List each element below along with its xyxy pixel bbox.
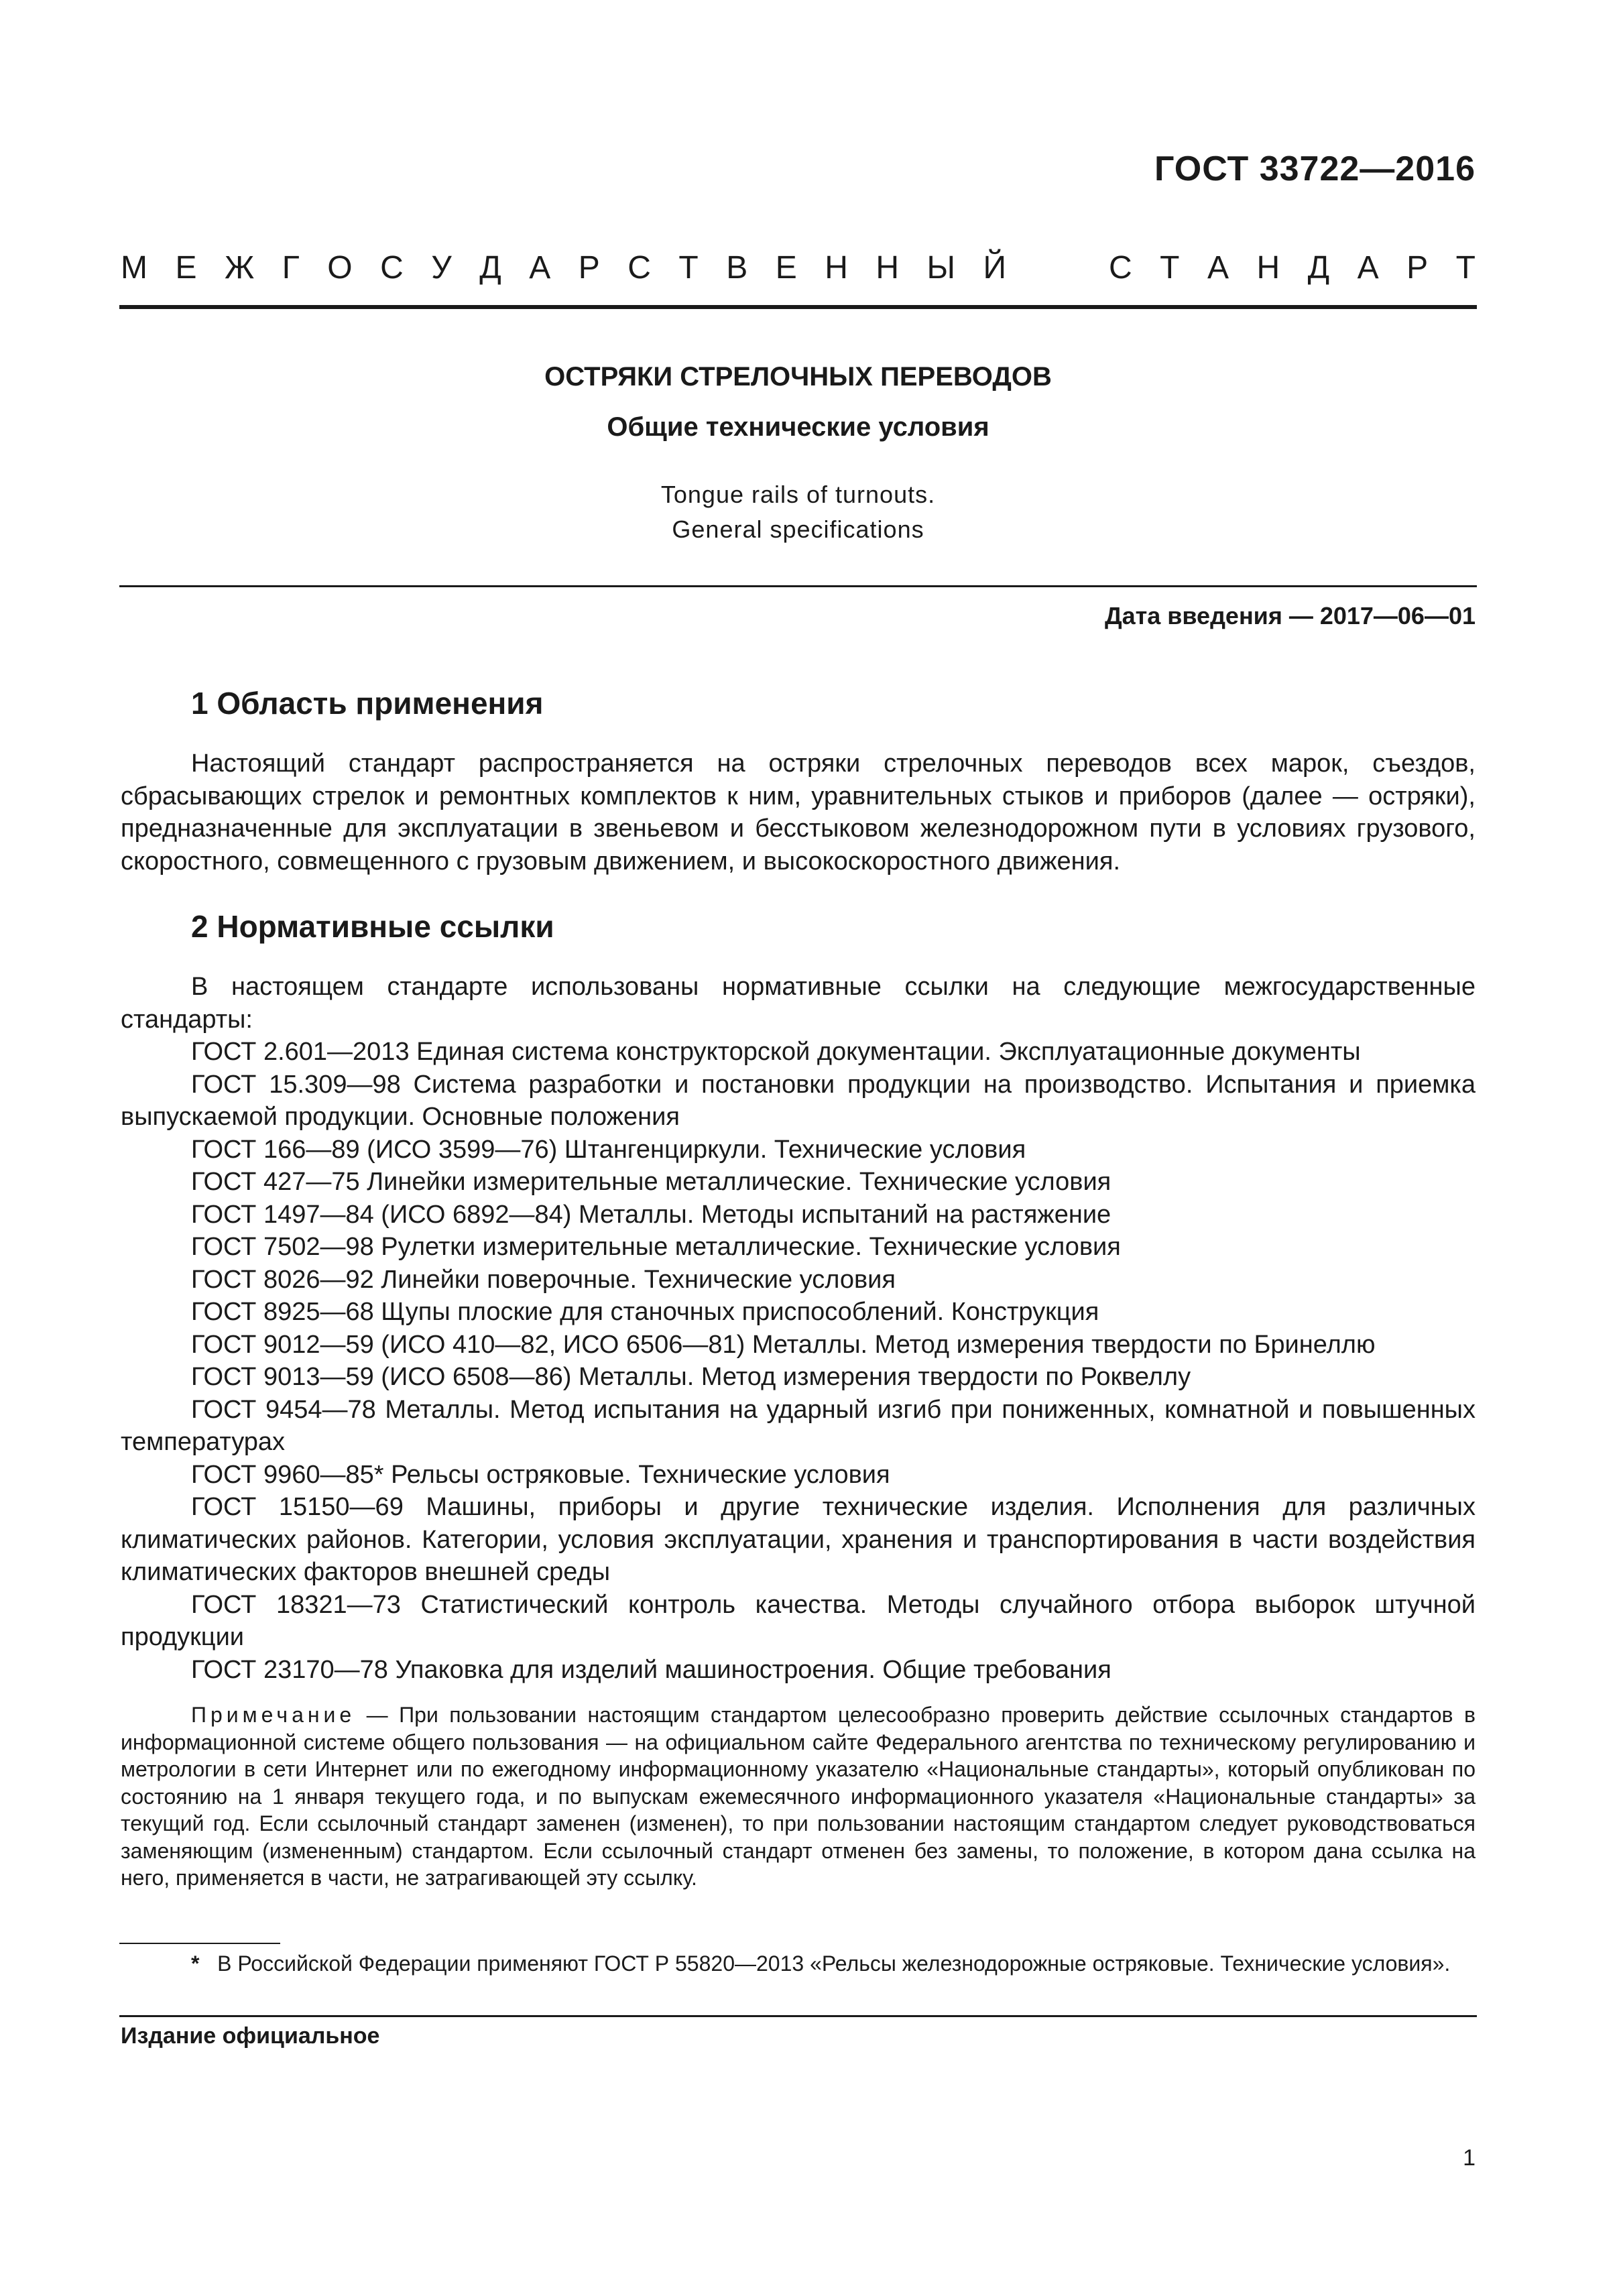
banner-letter: А	[1357, 250, 1379, 286]
footnote	[121, 1949, 1476, 1978]
reference-item: ГОСТ 2.601—2013 Единая система конструкторской документации. Эксплуатационные документы	[191, 1038, 1361, 1066]
banner-letter: С	[1108, 250, 1132, 286]
banner-letter: Ы	[926, 250, 956, 286]
banner-letter: У	[431, 250, 452, 286]
section-1-body	[121, 747, 1476, 878]
section-2-heading: 2 Нормативные ссылки	[191, 909, 554, 944]
footnote-text: В Российской Федерации применяют ГОСТ Р 55820—2013 «Рельсы железнодорожные остряковые. Технические условия».	[217, 1951, 1451, 1976]
banner-letter: Н	[876, 250, 900, 286]
reference-item: ГОСТ 15150—69 Машины, приборы и другие технические изделия. Исполнения для различных климатических районов. Категории, условия эксплуатации, хранения и транспортирования в части воздействия климатических факторов внешней среды	[121, 1493, 1476, 1586]
reference-item: ГОСТ 8026—92 Линейки поверочные. Технические условия	[191, 1265, 896, 1294]
banner-letter: М	[121, 250, 147, 286]
banner-letter: А	[1207, 250, 1229, 286]
banner-letter: Н	[1256, 250, 1280, 286]
reference-item: ГОСТ 9013—59 (ИСО 6508—86) Металлы. Метод измерения твердости по Роквеллу	[191, 1363, 1191, 1391]
english-title-line: Tongue rails of turnouts.	[660, 481, 936, 508]
banner-letter: Т	[678, 250, 699, 286]
reference-item: ГОСТ 166—89 (ИСО 3599—76) Штангенциркули. Технические условия	[191, 1135, 1026, 1164]
page-number: 1	[1463, 2145, 1476, 2171]
header-divider	[119, 305, 1477, 309]
banner-letter: Е	[175, 250, 197, 286]
note-block	[121, 1701, 1476, 1892]
banner-letter: О	[327, 250, 353, 286]
reference-item: ГОСТ 9960—85* Рельсы остряковые. Технические условия	[191, 1460, 890, 1489]
footnote-separator	[119, 1943, 280, 1944]
footnote-marker: *	[191, 1951, 200, 1976]
banner-letter: Р	[578, 250, 600, 286]
english-title-line: General specifications	[672, 516, 924, 543]
banner-letter: Р	[1406, 250, 1429, 286]
footnote-paragraph	[121, 1949, 1476, 1978]
reference-item: ГОСТ 18321—73 Статистический контроль качества. Методы случайного отбора выборок штучной продукции	[121, 1590, 1476, 1651]
paragraph: Настоящий стандарт распространяется на остряки стрелочных переводов всех марок, съездов, сбрасывающих стрелок и ремонтных комплектов к ним, уравнительных стыков и приборов (далее — остряки), предназначенные для эксплуатации в звеньевом и бесстыковом железнодорожном пути в условиях грузового, скоростного, совмещенного с грузовым движением, и высокоскоростного движения.	[121, 749, 1476, 875]
reference-item: ГОСТ 1497—84 (ИСО 6892—84) Металлы. Методы испытаний на растяжение	[191, 1200, 1111, 1229]
document-subtitle: Общие технические условия	[607, 412, 989, 442]
section-2-body	[121, 971, 1476, 1686]
note-text: — При пользовании настоящим стандартом целесообразно проверить действие ссылочных стандартов в информационной системе общего пользования — на официальном сайте Федерального агентства по техническому регулированию и метрологии в сети Интернет или по ежегодному информационному указателю «Национальные стандарты», который опубликован по состоянию на 1 января текущего года, и по выпускам ежемесячного информационного указателя «Национальные стандарты» за текущий год. Если ссылочный стандарт заменен (изменен), то при пользовании настоящим стандартом следует руководствоваться заменяющим (измененным) стандартом. Если ссылочный стандарт отменен без замены, то положение, в котором дана ссылка на него, применяется в части, не затрагивающей эту ссылку.	[121, 1703, 1476, 1890]
introduction-date: Дата введения — 2017—06—01	[1104, 602, 1476, 629]
paragraph: В настоящем стандарте использованы нормативные ссылки на следующие межгосударственные стандарты:	[121, 973, 1476, 1034]
banner-letter: Е	[775, 250, 797, 286]
edition-label: Издание официальное	[121, 2023, 380, 2049]
note-label: Примечание	[191, 1703, 356, 1727]
banner-word-gap	[1034, 249, 1081, 286]
reference-item: ГОСТ 9454—78 Металлы. Метод испытания на ударный изгиб при пониженных, комнатной и повышенных температурах	[121, 1395, 1476, 1456]
reference-item: ГОСТ 7502—98 Рулетки измерительные металлические. Технические условия	[191, 1233, 1121, 1261]
banner-letter: Г	[282, 250, 300, 286]
banner-letter: Т	[1455, 250, 1476, 286]
reference-item: ГОСТ 8925—68 Щупы плоские для станочных приспособлений. Конструкция	[191, 1298, 1099, 1326]
reference-item: ГОСТ 23170—78 Упаковка для изделий машиностроения. Общие требования	[191, 1655, 1111, 1684]
banner-letter: С	[380, 250, 404, 286]
banner-letter: С	[627, 250, 651, 286]
banner-letter: Ж	[224, 250, 255, 286]
standard-id: ГОСТ 33722—2016	[1154, 149, 1476, 188]
banner-letter: Д	[1307, 250, 1330, 286]
english-title	[121, 477, 1476, 547]
interstate-standard-banner	[121, 249, 1476, 286]
note-paragraph	[121, 1701, 1476, 1892]
banner-letter: Т	[1160, 250, 1180, 286]
banner-letter: Й	[983, 250, 1006, 286]
title-divider	[119, 585, 1477, 587]
banner-letter: Д	[479, 250, 501, 286]
footer-divider	[119, 2015, 1477, 2017]
reference-item: ГОСТ 427—75 Линейки измерительные металлические. Технические условия	[191, 1168, 1111, 1196]
reference-item: ГОСТ 9012—59 (ИСО 410—82, ИСО 6506—81) Металлы. Метод измерения твердости по Бринеллю	[191, 1330, 1376, 1359]
section-1-heading: 1 Область применения	[191, 686, 544, 721]
document-title: ОСТРЯКИ СТРЕЛОЧНЫХ ПЕРЕВОДОВ	[544, 362, 1052, 391]
banner-letter: Н	[825, 250, 848, 286]
reference-item: ГОСТ 15.309—98 Система разработки и постановки продукции на производство. Испытания и приемка выпускаемой продукции. Основные положения	[121, 1070, 1476, 1131]
banner-letter: В	[726, 250, 748, 286]
banner-letter: А	[529, 250, 551, 286]
